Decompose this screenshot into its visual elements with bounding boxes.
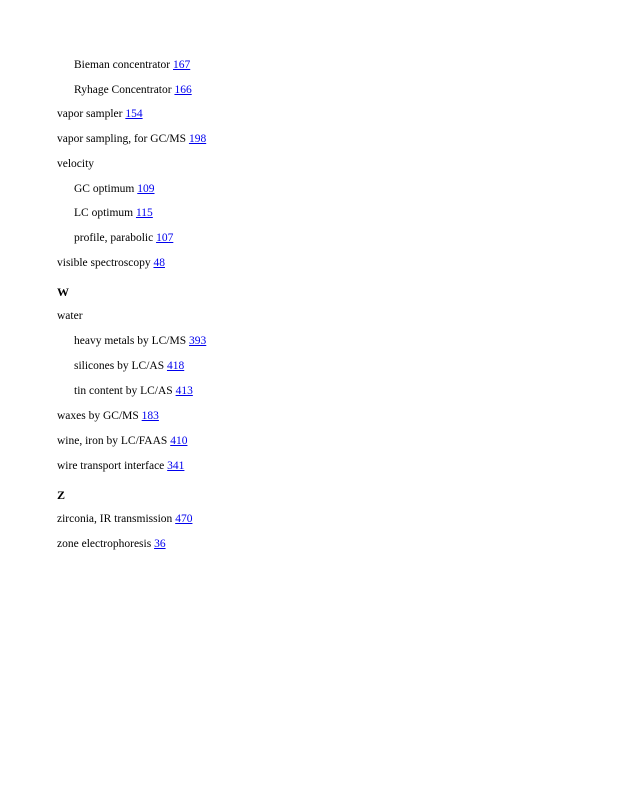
entry-text: zone electrophoresis	[57, 538, 152, 550]
index-entry	[74, 384, 193, 398]
entry-text: GC optimum	[74, 183, 135, 195]
entry-text: water	[57, 310, 83, 322]
index-entry	[74, 182, 155, 196]
index-entry	[74, 58, 190, 72]
index-entry	[57, 132, 206, 146]
entry-text: vapor sampler	[57, 108, 123, 120]
page-link[interactable]: 198	[188, 133, 207, 145]
entry-text: waxes by GC/MS	[57, 410, 139, 422]
entry-text: wine, iron by LC/FAAS	[57, 435, 168, 447]
page-link[interactable]: 413	[175, 385, 193, 397]
page-link[interactable]: 470	[175, 513, 193, 525]
page-link[interactable]: 36	[154, 538, 166, 550]
page-link[interactable]: 115	[135, 207, 153, 219]
index-entry	[74, 334, 206, 348]
index-entry	[57, 537, 166, 551]
entry-text: tin content by LC/AS	[74, 385, 173, 397]
entry-text: visible spectroscopy	[57, 257, 151, 269]
index-entry	[57, 434, 187, 448]
section-letter-heading: W	[57, 285, 69, 299]
page-link[interactable]: 48	[153, 257, 165, 269]
index-entry	[74, 83, 192, 97]
index-entry	[57, 409, 159, 423]
page-link[interactable]: 341	[167, 460, 185, 472]
page-link[interactable]: 418	[166, 360, 185, 372]
section-letter-heading: Z	[57, 488, 66, 502]
entry-text: velocity	[57, 158, 95, 170]
entry-text: wire transport interface	[57, 460, 165, 472]
page-link[interactable]: 107	[156, 232, 174, 244]
index-entry	[57, 309, 83, 323]
entry-text: silicones by LC/AS	[74, 360, 165, 372]
page-link[interactable]: 393	[189, 335, 207, 347]
entry-text: Ryhage Concentrator	[74, 84, 172, 96]
entry-text: zirconia, IR transmission	[57, 513, 173, 525]
entry-text: profile, parabolic	[74, 232, 154, 244]
entry-text: vapor sampling, for GC/MS	[57, 133, 187, 145]
index-entry	[57, 107, 143, 121]
entry-text: Bieman concentrator	[74, 59, 171, 71]
page-link[interactable]: 167	[173, 59, 191, 71]
page-link[interactable]: 109	[137, 183, 155, 195]
index-entry	[74, 231, 173, 245]
index-entry	[74, 359, 184, 373]
entry-text: heavy metals by LC/MS	[74, 335, 187, 347]
page-link[interactable]: 154	[125, 108, 143, 120]
index-entry	[74, 206, 153, 220]
index-entry	[57, 459, 184, 473]
index-entry	[57, 512, 192, 526]
page-link[interactable]: 410	[170, 435, 188, 447]
page-link[interactable]: 166	[174, 84, 192, 96]
index-entry	[57, 157, 94, 171]
index-entry	[57, 256, 165, 270]
entry-text: LC optimum	[74, 207, 134, 219]
page-link[interactable]: 183	[141, 410, 159, 422]
